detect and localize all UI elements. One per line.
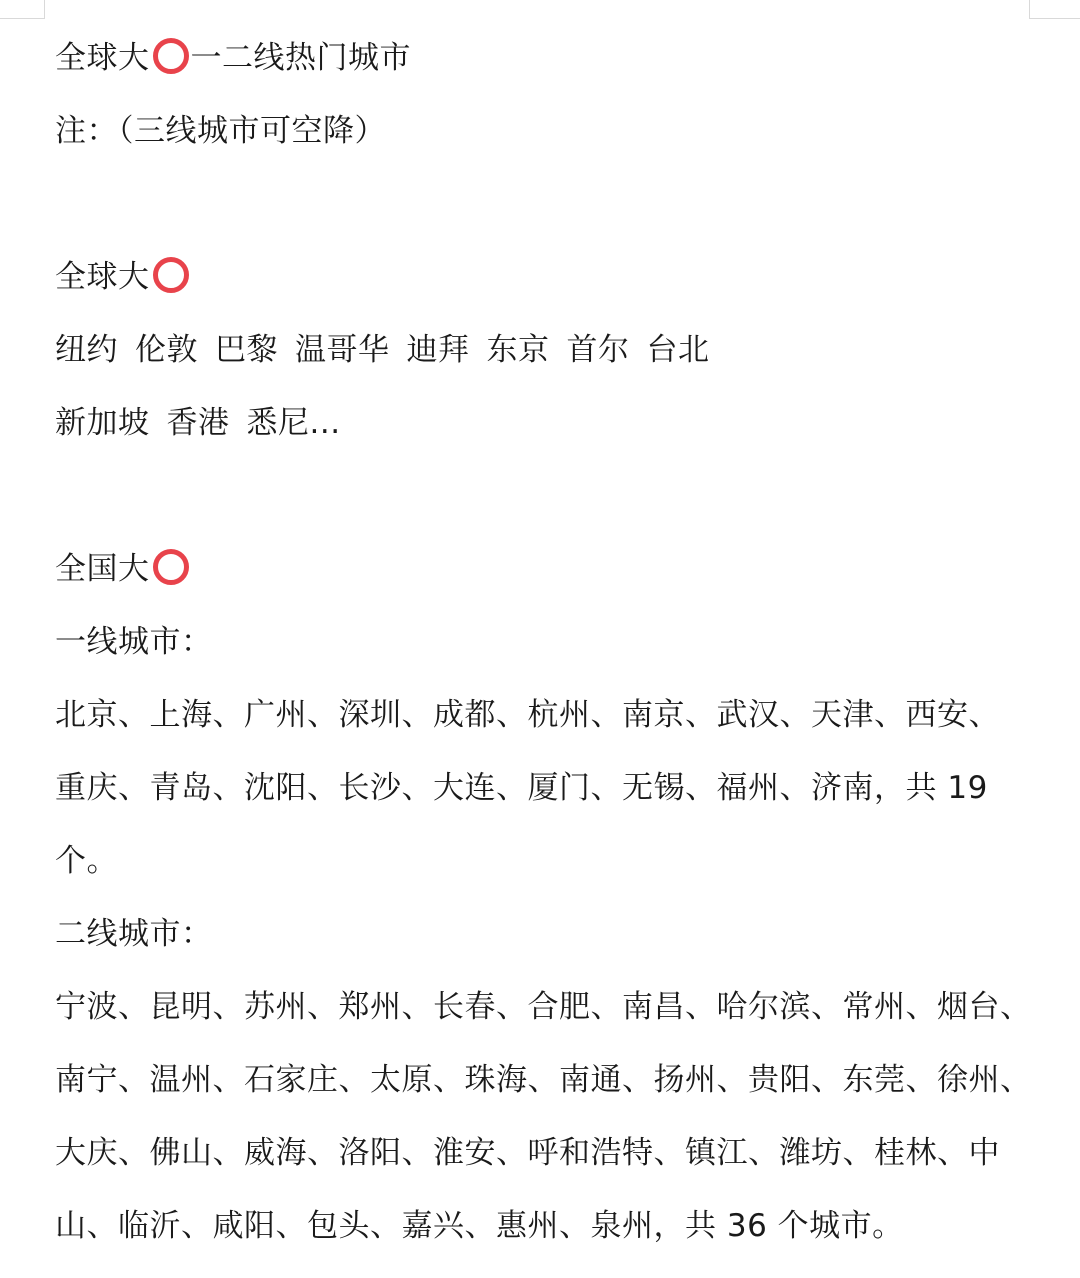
tier1-label: 一线城市： [55, 624, 213, 660]
title-text-end: 一二线热门城市 [190, 40, 411, 76]
city-item: 伦敦 [135, 332, 198, 368]
tier2-cities-line: 南宁、温州、石家庄、太原、珠海、南通、扬州、贵阳、东莞、徐州、 [55, 1062, 1032, 1098]
red-circle-icon [153, 257, 189, 293]
tier1-cities-line: 重庆、青岛、沈阳、长沙、大连、厦门、无锡、福州、济南，共 19 [55, 770, 988, 806]
tier1-cities-line: 个。 [55, 843, 118, 879]
global-heading-text: 全球大 [55, 259, 150, 295]
global-heading [55, 241, 1055, 314]
red-circle-icon [153, 549, 189, 585]
city-item: 温哥华 [295, 332, 390, 368]
red-circle-icon [153, 38, 189, 74]
page-corner-left [0, 0, 45, 19]
document-title [55, 22, 1055, 95]
tier2-label: 二线城市： [55, 916, 213, 952]
title-text-start: 全球大 [55, 40, 150, 76]
tier2-cities-line: 大庆、佛山、威海、洛阳、淮安、呼和浩特、镇江、潍坊、桂林、中 [55, 1135, 1000, 1171]
tier2-cities-line: 山、临沂、咸阳、包头、嘉兴、惠州、泉州，共 36 个城市。 [55, 1208, 904, 1244]
city-item: 香港 [166, 405, 230, 441]
global-cities-row-1 [55, 314, 1055, 387]
national-heading-text: 全国大 [55, 551, 150, 587]
tier2-cities-line: 宁波、昆明、苏州、郑州、长春、合肥、南昌、哈尔滨、常州、烟台、 [55, 989, 1032, 1025]
national-heading [55, 533, 1055, 606]
blank-line [55, 168, 1055, 241]
city-item: 台北 [646, 332, 710, 368]
city-item: 东京 [486, 332, 550, 368]
city-item: 迪拜 [406, 332, 470, 368]
city-item: 新加坡 [55, 405, 150, 441]
tier1-cities-line: 北京、上海、广州、深圳、成都、杭州、南京、武汉、天津、西安、 [55, 697, 1000, 733]
city-item: 首尔 [566, 332, 630, 368]
global-cities-row-2 [55, 387, 1055, 460]
note-line: 注：（三线城市可空降） [55, 113, 386, 149]
city-item: 纽约 [55, 332, 118, 368]
page-corner-right [1029, 0, 1080, 19]
city-item: 悉尼... [246, 405, 341, 441]
document-body [55, 22, 1055, 1263]
city-item: 巴黎 [215, 332, 278, 368]
blank-line [55, 460, 1055, 533]
